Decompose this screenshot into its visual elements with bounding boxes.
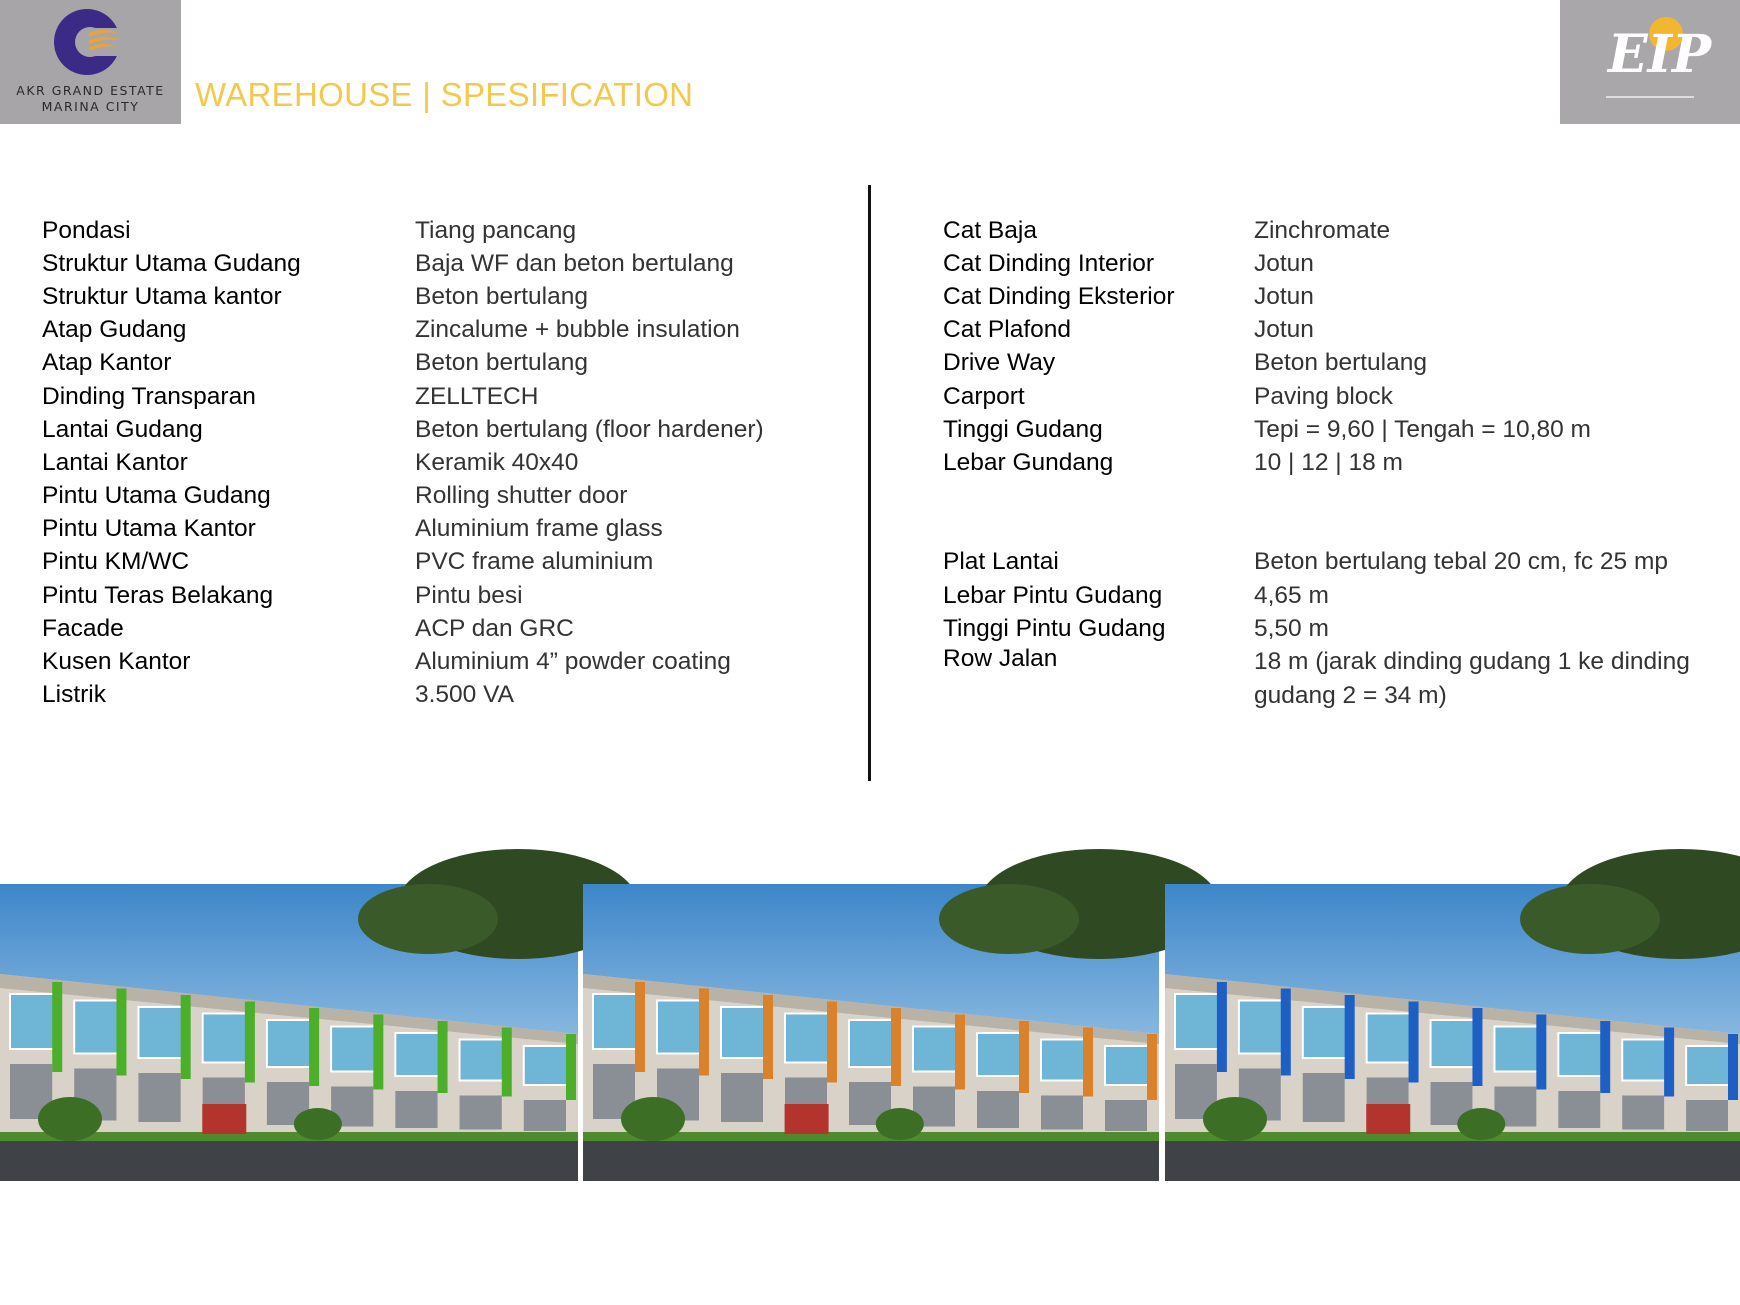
spec-label: Struktur Utama Gudang	[42, 249, 301, 277]
spec-value: Jotun	[1254, 282, 1314, 310]
spec-value: Beton bertulang (floor hardener)	[415, 415, 764, 443]
spec-value: Aluminium frame glass	[415, 515, 663, 543]
spec-label: Cat Baja	[943, 216, 1037, 244]
spec-row	[943, 579, 1699, 612]
spec-value: Zincalume + bubble insulation	[415, 316, 740, 344]
page-title: WAREHOUSE | SPESIFICATION	[195, 76, 694, 113]
spec-row	[42, 480, 764, 513]
spec-label: Pintu KM/WC	[42, 548, 190, 576]
spec-row	[42, 446, 764, 479]
spec-row	[943, 645, 1699, 711]
spec-row	[943, 546, 1699, 579]
spec-label: Drive Way	[943, 349, 1056, 377]
spec-value: Rolling shutter door	[415, 482, 628, 510]
spec-label: Tinggi Pintu Gudang	[943, 614, 1166, 642]
spec-label: Struktur Utama kantor	[42, 282, 282, 310]
spec-value: Beton bertulang tebal 20 cm, fc 25 mp	[1254, 548, 1669, 576]
spec-value: Keramik 40x40	[415, 448, 579, 476]
spec-label: Facade	[42, 614, 124, 642]
spec-value: 3.500 VA	[415, 681, 514, 709]
spec-label: Tinggi Gudang	[943, 415, 1103, 443]
spec-label: Cat Dinding Interior	[943, 249, 1155, 277]
spec-label: Lebar Pintu Gudang	[943, 581, 1163, 609]
akr-logo-icon	[53, 6, 125, 78]
column-divider	[868, 185, 871, 781]
spec-label: Pintu Utama Kantor	[42, 515, 256, 543]
specs-right	[943, 214, 1699, 711]
spec-label: Atap Kantor	[42, 349, 172, 377]
spec-row	[943, 314, 1699, 347]
spec-row	[42, 579, 764, 612]
spec-row	[42, 612, 764, 645]
spec-label: Pintu Teras Belakang	[42, 581, 274, 609]
brand-line2: MARINA CITY	[41, 99, 140, 114]
spec-value: Aluminium 4” powder coating	[415, 648, 731, 676]
photo-rendering-orange	[583, 884, 1159, 1181]
svg-text:EIP: EIP	[1608, 24, 1712, 85]
eip-logo-icon	[1600, 10, 1712, 110]
spec-row	[943, 413, 1699, 446]
specs-left	[42, 214, 764, 712]
spec-label: Cat Dinding Eksterior	[943, 282, 1175, 310]
spec-value: 18 m (jarak dinding gudang 1 ke dinding gudang 2 = 34 m)	[1254, 648, 1690, 709]
spec-label: Pondasi	[42, 216, 131, 244]
photo-rendering-blue	[1165, 884, 1740, 1181]
spec-value: Pintu besi	[415, 581, 523, 609]
spec-value: Baja WF dan beton bertulang	[415, 249, 734, 277]
spec-label: Lebar Gundang	[943, 448, 1114, 476]
spec-value: Beton bertulang	[415, 349, 588, 377]
spec-row	[42, 214, 764, 247]
spec-label: Pintu Utama Gudang	[42, 482, 271, 510]
spec-value: Jotun	[1254, 316, 1314, 344]
spec-row	[42, 314, 764, 347]
specs-right-group-b	[943, 546, 1699, 712]
spec-value: 10 | 12 | 18 m	[1254, 448, 1403, 476]
spec-value: ZELLTECH	[415, 382, 539, 410]
eip-logo	[1560, 0, 1740, 124]
building-rendering-image	[0, 884, 578, 1181]
spec-value: Jotun	[1254, 249, 1314, 277]
spec-row	[943, 280, 1699, 313]
spec-row	[42, 380, 764, 413]
spec-label: Lantai Gudang	[42, 415, 203, 443]
photo-strip	[0, 884, 1740, 1181]
specs-right-group-a	[943, 214, 1699, 480]
spec-value: Tepi = 9,60 | Tengah = 10,80 m	[1254, 415, 1591, 443]
spec-label: Atap Gudang	[42, 316, 187, 344]
spec-row	[42, 247, 764, 280]
spec-value: Beton bertulang	[415, 282, 588, 310]
spec-row	[943, 446, 1699, 479]
spec-row	[943, 247, 1699, 280]
spec-label: Kusen Kantor	[42, 648, 191, 676]
spec-row	[42, 679, 764, 712]
spec-row	[42, 513, 764, 546]
spec-label: Lantai Kantor	[42, 448, 188, 476]
spec-row	[943, 612, 1699, 645]
akr-logo	[0, 0, 181, 124]
spec-row	[943, 347, 1699, 380]
spec-label: Dinding Transparan	[42, 382, 256, 410]
spec-value: PVC frame aluminium	[415, 548, 654, 576]
spec-value: 5,50 m	[1254, 614, 1329, 642]
spec-label: Listrik	[42, 681, 106, 709]
spacer	[943, 480, 1699, 546]
spec-value: Tiang pancang	[415, 216, 577, 244]
spec-value: Beton bertulang	[1254, 349, 1427, 377]
spec-row	[943, 214, 1699, 247]
spec-row	[42, 546, 764, 579]
spec-label: Cat Plafond	[943, 316, 1072, 344]
spec-row	[943, 380, 1699, 413]
spec-label: Plat Lantai	[943, 548, 1059, 576]
spec-row	[42, 347, 764, 380]
spec-row	[42, 645, 764, 678]
spec-value: ACP dan GRC	[415, 614, 574, 642]
building-rendering-image	[583, 884, 1159, 1181]
spec-label: Row Jalan	[943, 645, 1058, 673]
spec-value: Paving block	[1254, 382, 1393, 410]
building-rendering-image	[1165, 884, 1740, 1181]
spec-row	[42, 413, 764, 446]
photo-rendering-green	[0, 884, 578, 1181]
spec-label: Carport	[943, 382, 1025, 410]
spec-row	[42, 280, 764, 313]
spec-value: 4,65 m	[1254, 581, 1329, 609]
spec-value: Zinchromate	[1254, 216, 1391, 244]
brand-line1: AKR GRAND ESTATE	[16, 83, 165, 98]
